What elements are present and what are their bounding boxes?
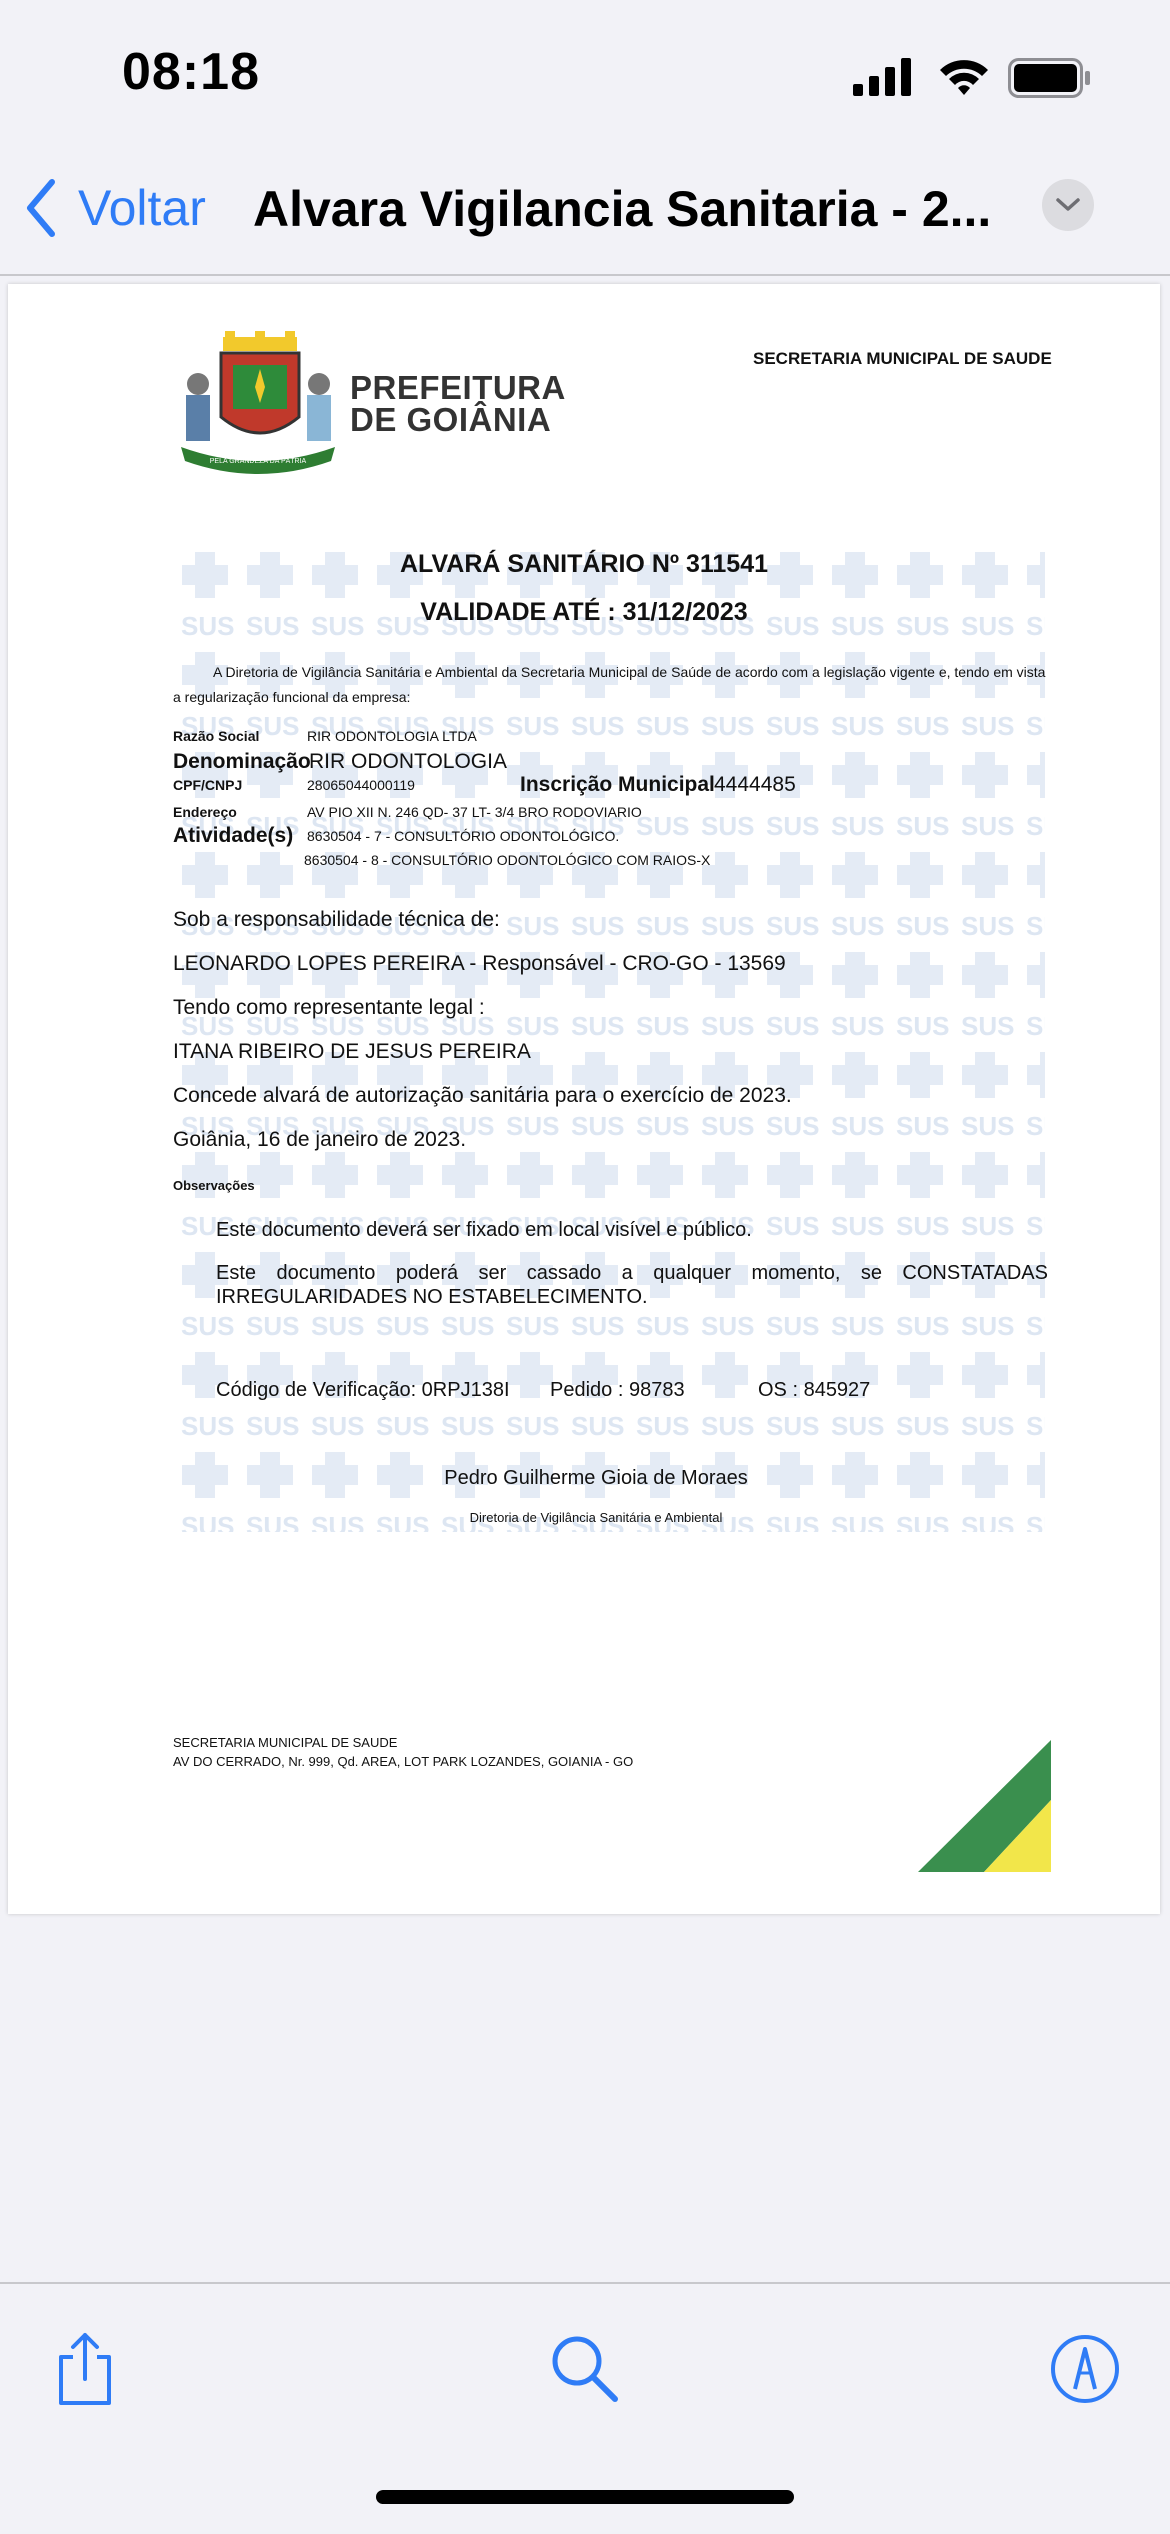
chevron-down-icon [1055, 197, 1081, 213]
atividades-label: Atividade(s) [173, 824, 294, 847]
back-button[interactable] [24, 176, 206, 240]
local-date: Goiânia, 16 de janeiro de 2023. [173, 1128, 467, 1151]
representante-value: ITANA RIBEIRO DE JESUS PEREIRA [173, 1040, 531, 1063]
home-indicator[interactable] [376, 2490, 794, 2504]
intro-paragraph: A Diretoria de Vigilância Sanitária e Ambiental da Secretaria Municipal de Saúde de acordo com a legislação vigente e, tendo em vista a regularização funcional da empresa: [173, 664, 1046, 705]
markup-icon [1049, 2333, 1121, 2405]
markup-button[interactable] [1040, 2324, 1130, 2414]
footer-address: AV DO CERRADO, Nr. 999, Qd. AREA, LOT PARK LOZANDES, GOIANIA - GO [173, 1754, 634, 1769]
observacoes-label: Observações [173, 1178, 255, 1193]
responsavel-label: Sob a responsabilidade técnica de: [173, 908, 500, 931]
title-menu-button[interactable] [1042, 179, 1094, 231]
back-label: Voltar [78, 180, 206, 236]
inscricao-value: 4444485 [714, 773, 796, 796]
razao-social-label: Razão Social [173, 728, 260, 744]
search-button[interactable] [540, 2324, 630, 2414]
denominacao-label: Denominação [173, 750, 311, 773]
green-yellow-flag-graphic [918, 1740, 1051, 1872]
cnpj-label: CPF/CNPJ [173, 777, 243, 793]
status-bar [0, 0, 1170, 150]
concede-text: Concede alvará de autorização sanitária para o exercício de 2023. [173, 1084, 792, 1107]
denominacao-value: RIR ODONTOLOGIA [309, 750, 507, 773]
cnpj-value: 28065044000119 [307, 777, 415, 793]
atividade-1: 8630504 - 7 - CONSULTÓRIO ODONTOLÓGICO. [307, 828, 620, 844]
inscricao-label: Inscrição Municipal [520, 773, 715, 796]
observacao-1: Este documento deverá ser fixado em local visível e público. [216, 1219, 752, 1241]
os-number: OS : 845927 [758, 1379, 871, 1401]
share-button[interactable] [40, 2324, 130, 2414]
wifi-icon [938, 56, 990, 96]
logo-line-1: PREFEITURA [350, 369, 566, 406]
alvara-title: ALVARÁ SANITÁRIO Nº 311541 [399, 550, 769, 578]
endereco-label: Endereço [173, 804, 237, 820]
observacao-2: Este documento poderá ser cassado a qualquer momento, se CONSTATADAS IRREGULARIDADES NO ESTABELECIMENTO. [216, 1262, 1048, 1308]
header-secretaria: SECRETARIA MUNICIPAL DE SAUDE [753, 349, 1052, 368]
navigation-bar [0, 150, 1170, 276]
signatory-role: Diretoria de Vigilância Sanitária e Ambiental [469, 1510, 723, 1525]
signatory-name: Pedro Guilherme Gioia de Moraes [444, 1467, 748, 1489]
share-icon [53, 2331, 117, 2407]
document-title[interactable]: Alvara Vigilancia Sanitaria - 2... [253, 181, 992, 237]
cellular-signal-icon [853, 58, 911, 96]
logo-line-2: DE GOIÂNIA [350, 401, 552, 438]
footer-secretaria: SECRETARIA MUNICIPAL DE SAUDE [173, 1735, 398, 1750]
razao-social-value: RIR ODONTOLOGIA LTDA [307, 728, 477, 744]
svg-text:PELA GRANDEZA DA PÁTRIA: PELA GRANDEZA DA PÁTRIA [209, 458, 307, 465]
representante-label: Tendo como representante legal : [173, 996, 485, 1019]
responsavel-value: LEONARDO LOPES PEREIRA - Responsável - CRO-GO - 13569 [173, 952, 786, 975]
status-time: 08:18 [122, 43, 260, 101]
validity: VALIDADE ATÉ : 31/12/2023 [420, 598, 748, 626]
document-page [8, 284, 1160, 1914]
battery-icon [1008, 58, 1092, 98]
search-icon [549, 2333, 621, 2405]
verification-code: Código de Verificação: 0RPJ138I [216, 1379, 510, 1401]
pdf-viewer[interactable] [0, 276, 1170, 2266]
atividade-2: 8630504 - 8 - CONSULTÓRIO ODONTOLÓGICO COM RAIOS-X [304, 852, 711, 868]
pedido-number: Pedido : 98783 [550, 1379, 685, 1401]
chevron-left-icon [24, 178, 58, 238]
endereco-value: AV PIO XII N. 246 QD- 37 LT- 3/4 BRO RODOVIARIO [307, 804, 642, 820]
